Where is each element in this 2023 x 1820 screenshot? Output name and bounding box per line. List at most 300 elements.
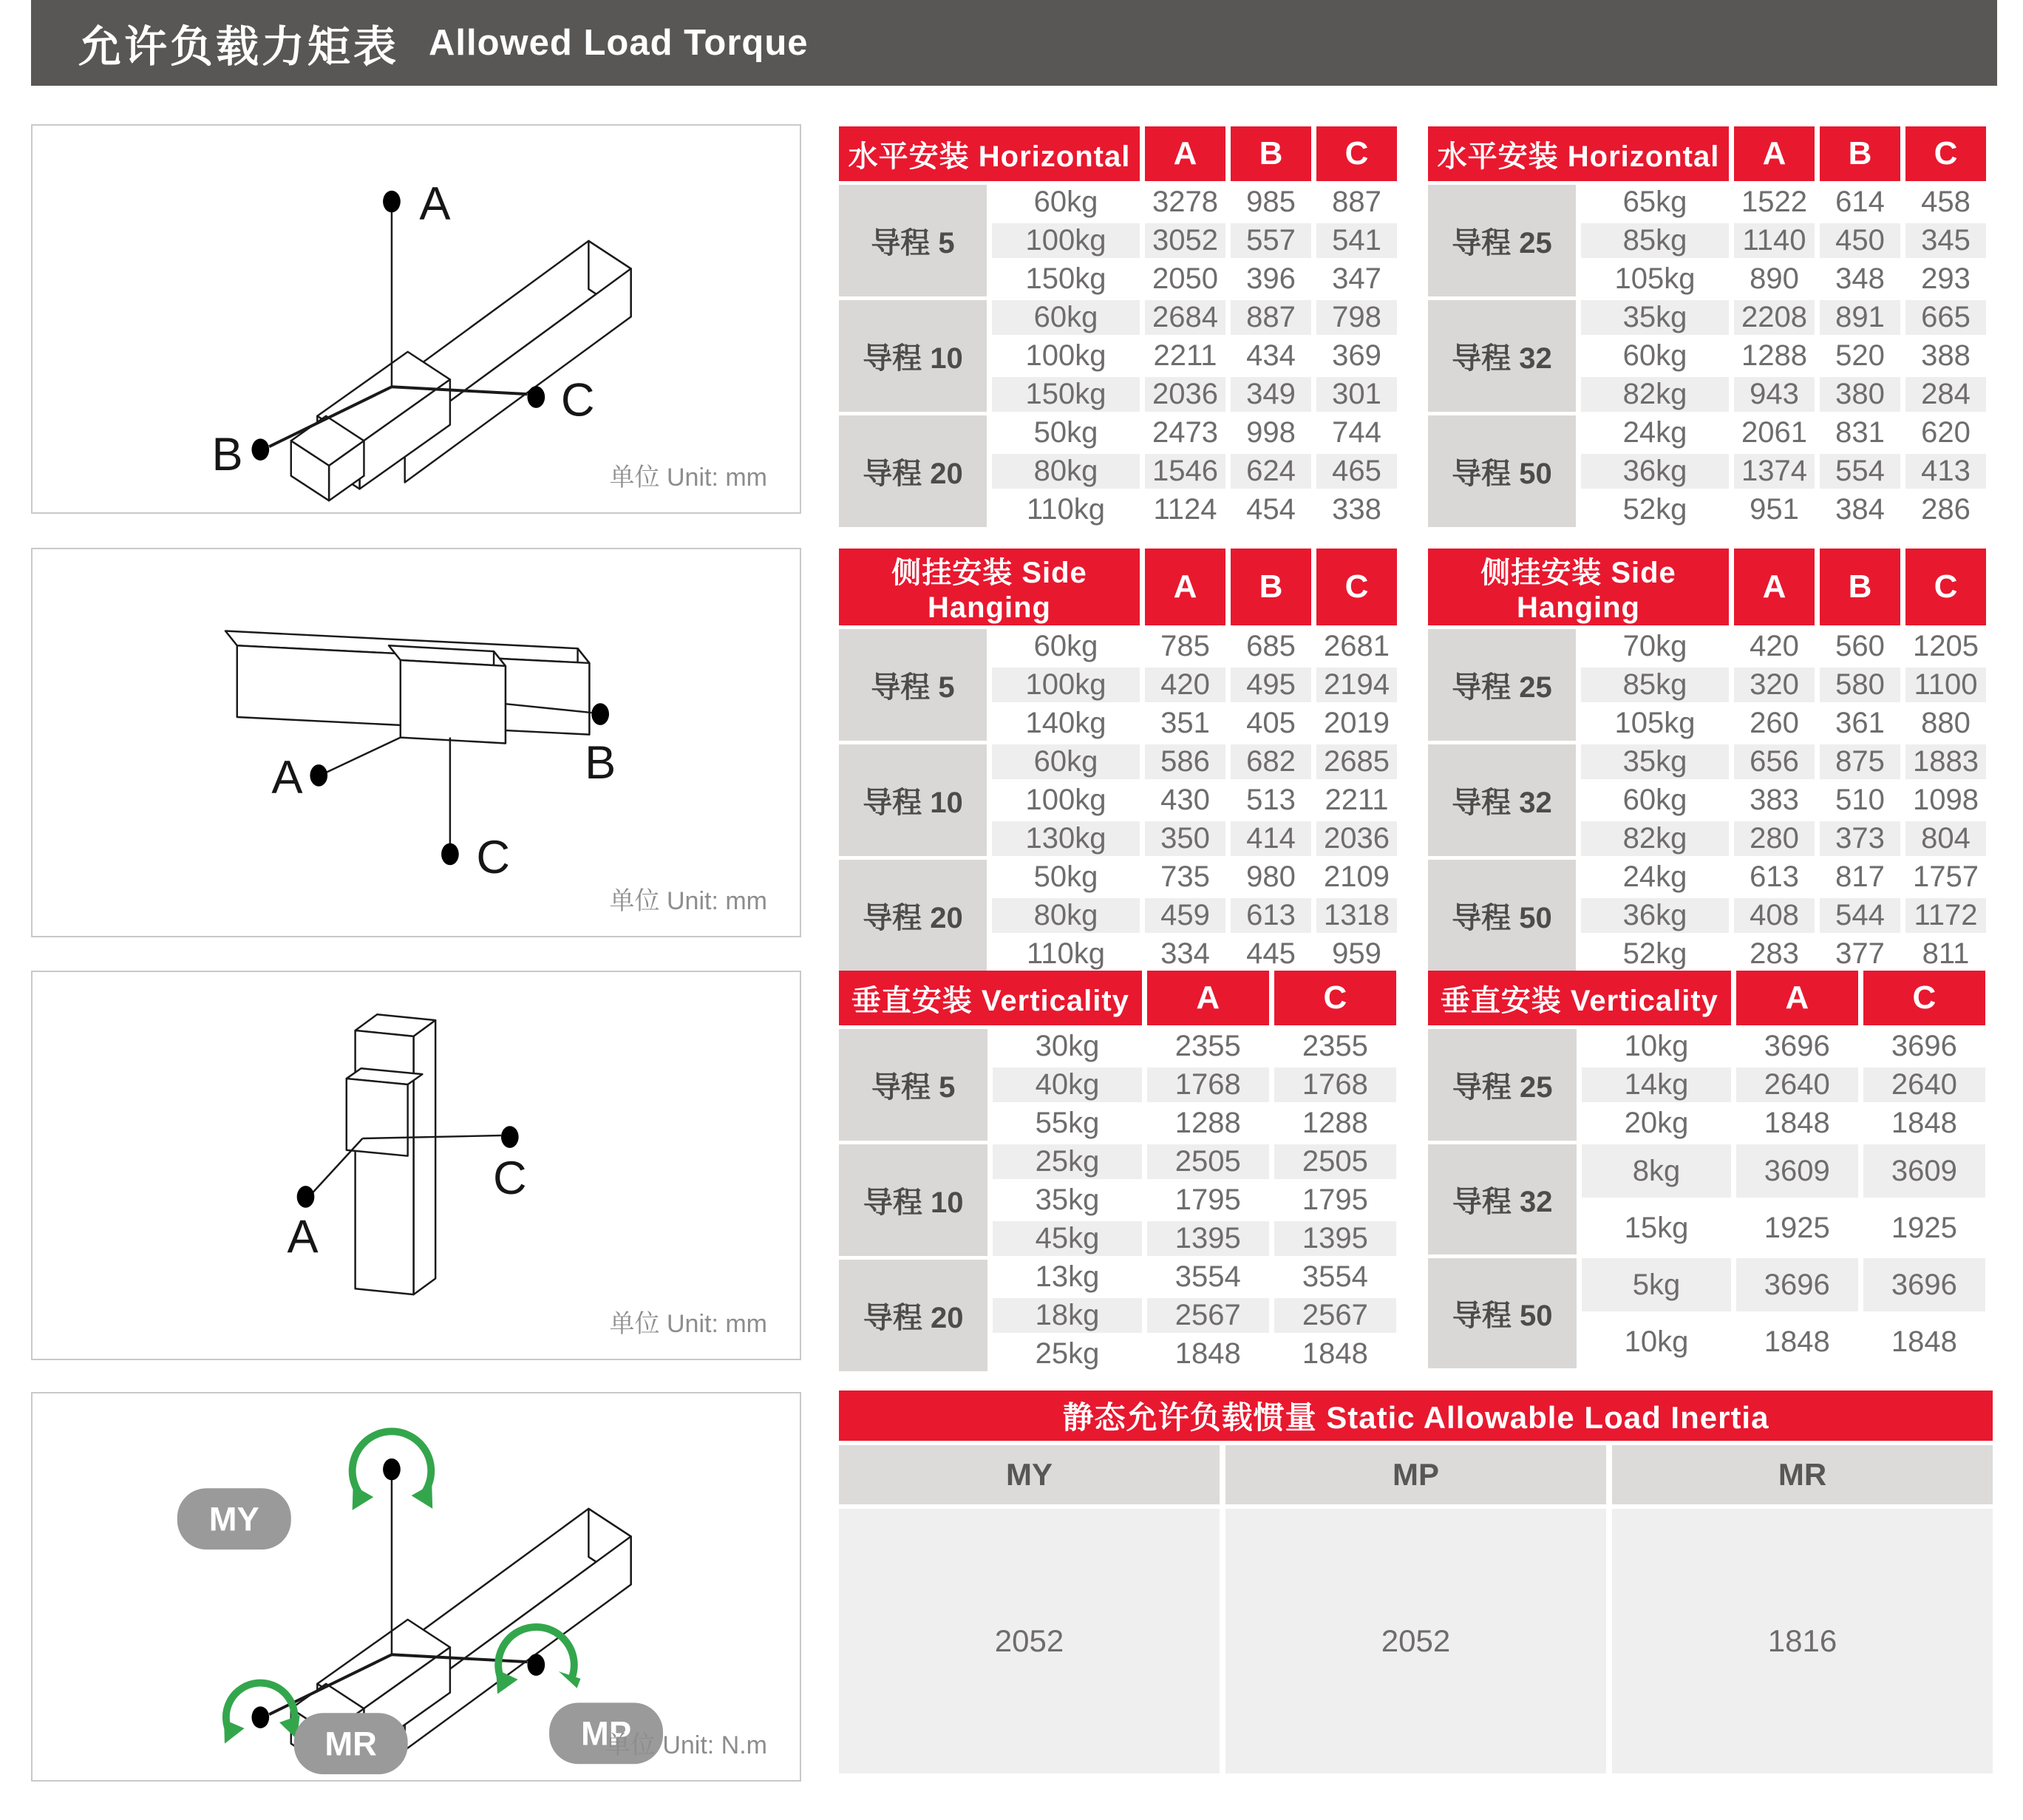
- value-cell: 373: [1820, 821, 1900, 856]
- value-cell: 804: [1905, 821, 1986, 856]
- load-cell: 35kg: [993, 1183, 1141, 1218]
- column-header-b: B: [1820, 549, 1900, 625]
- value-cell: 2061: [1734, 415, 1815, 450]
- value-cell: 1395: [1274, 1221, 1396, 1256]
- inertia-column-mr: MR: [1612, 1445, 1993, 1504]
- load-cell: 80kg: [992, 898, 1140, 933]
- load-cell: 110kg: [992, 937, 1140, 971]
- lead-cell: 导程 50: [1428, 415, 1576, 527]
- load-cell: 52kg: [1581, 937, 1729, 971]
- load-cell: 100kg: [992, 339, 1140, 373]
- value-cell: 557: [1231, 223, 1311, 258]
- load-cell: 82kg: [1581, 821, 1729, 856]
- lead-cell: 导程 50: [1428, 1258, 1577, 1368]
- value-cell: 744: [1316, 415, 1397, 450]
- table-title: 水平安装 Horizontal: [839, 126, 1140, 181]
- value-cell: 1288: [1274, 1106, 1396, 1141]
- value-cell: 1098: [1905, 783, 1986, 818]
- load-cell: 15kg: [1582, 1201, 1730, 1254]
- value-cell: 2208: [1734, 300, 1815, 335]
- value-cell: 1925: [1863, 1201, 1985, 1254]
- load-cell: 25kg: [993, 1337, 1141, 1371]
- value-cell: 1848: [1863, 1315, 1985, 1368]
- value-cell: 3609: [1736, 1144, 1858, 1198]
- axis-c-dot: [441, 843, 459, 866]
- value-cell: 875: [1820, 744, 1900, 779]
- value-cell: 413: [1905, 454, 1986, 489]
- value-cell: 408: [1734, 898, 1815, 933]
- vertical-mounting-drawing: [33, 972, 800, 1359]
- value-cell: 1757: [1905, 860, 1986, 894]
- table-side-hanging-lead-25-50: [1428, 549, 1991, 975]
- carriage-front-face: [347, 1079, 408, 1156]
- value-cell: 890: [1734, 262, 1815, 296]
- load-cell: 10kg: [1582, 1315, 1730, 1368]
- load-torque-table: [1423, 123, 1991, 531]
- column-header-b: B: [1820, 126, 1900, 181]
- lead-cell: 导程 50: [1428, 860, 1576, 971]
- table-header-row: [1428, 126, 1986, 181]
- value-cell: 985: [1231, 185, 1311, 220]
- page-title-en: Allowed Load Torque: [429, 23, 809, 63]
- inertia-title: 静态允许负载惯量 Static Allowable Load Inertia: [839, 1391, 1993, 1441]
- value-cell: 980: [1231, 860, 1311, 894]
- value-cell: 951: [1734, 492, 1815, 527]
- lead-cell: 导程 5: [839, 185, 987, 296]
- value-cell: 1205: [1905, 629, 1986, 664]
- load-cell: 85kg: [1581, 668, 1729, 702]
- column-header-a: A: [1734, 549, 1815, 625]
- lead-cell: 导程 32: [1428, 1144, 1577, 1254]
- page-title-zh: 允许负载力矩表: [78, 23, 400, 71]
- value-cell: 880: [1905, 706, 1986, 741]
- value-cell: 1848: [1147, 1337, 1269, 1371]
- axis-a-label: A: [419, 177, 451, 230]
- table-title: 水平安装 Horizontal: [1428, 126, 1729, 181]
- value-cell: 2473: [1145, 415, 1225, 450]
- table-horizontal-lead-25-50: [1428, 126, 1991, 531]
- value-cell: 1140: [1734, 223, 1815, 258]
- axis-a-dot: [310, 764, 327, 787]
- value-cell: 380: [1820, 377, 1900, 412]
- lead-cell: 导程 10: [839, 744, 987, 856]
- load-cell: 10kg: [1582, 1029, 1730, 1064]
- value-cell: 2211: [1145, 339, 1225, 373]
- value-cell: 2036: [1145, 377, 1225, 412]
- value-cell: 1318: [1316, 898, 1397, 933]
- column-header-a: A: [1734, 126, 1815, 181]
- axis-a-label: A: [287, 1210, 319, 1263]
- value-cell: 434: [1231, 339, 1311, 373]
- load-cell: 45kg: [993, 1221, 1141, 1256]
- value-cell: 2109: [1316, 860, 1397, 894]
- table-row: [839, 300, 1397, 335]
- column-header-a: A: [1736, 971, 1858, 1025]
- value-cell: 3696: [1736, 1029, 1858, 1064]
- title-bar: [31, 0, 1997, 86]
- table-header-row: [839, 126, 1397, 181]
- value-cell: 454: [1231, 492, 1311, 527]
- value-cell: 396: [1231, 262, 1311, 296]
- load-cell: 60kg: [1581, 339, 1729, 373]
- value-cell: 2681: [1316, 629, 1397, 664]
- value-cell: 959: [1316, 937, 1397, 971]
- table-row: [1428, 185, 1986, 220]
- load-cell: 82kg: [1581, 377, 1729, 412]
- table-title: 侧挂安装 Side Hanging: [1428, 549, 1729, 625]
- diagram-moment-axes: [31, 1392, 801, 1782]
- load-torque-table: [1423, 967, 1990, 1372]
- value-cell: 384: [1820, 492, 1900, 527]
- lead-cell: 导程 32: [1428, 744, 1576, 856]
- load-cell: 40kg: [993, 1067, 1141, 1102]
- table-row: [839, 1029, 1396, 1064]
- load-cell: 60kg: [992, 185, 1140, 220]
- value-cell: 1288: [1147, 1106, 1269, 1141]
- value-cell: 2194: [1316, 668, 1397, 702]
- load-torque-table: [834, 123, 1402, 531]
- column-header-c: C: [1905, 126, 1986, 181]
- value-cell: 3696: [1863, 1258, 1985, 1311]
- table-row: [839, 860, 1397, 894]
- load-cell: 18kg: [993, 1298, 1141, 1333]
- value-cell: 1374: [1734, 454, 1815, 489]
- table-header-row: [839, 971, 1396, 1025]
- value-cell: 388: [1905, 339, 1986, 373]
- value-cell: 1522: [1734, 185, 1815, 220]
- value-cell: 1395: [1147, 1221, 1269, 1256]
- table-row: [1428, 300, 1986, 335]
- axis-c-label: C: [476, 832, 511, 884]
- value-cell: 943: [1734, 377, 1815, 412]
- inertia-value: 2052: [839, 1509, 1220, 1773]
- axis-b-dot: [251, 438, 269, 461]
- value-cell: 2684: [1145, 300, 1225, 335]
- table-row: [839, 185, 1397, 220]
- value-cell: 887: [1316, 185, 1397, 220]
- value-cell: 544: [1820, 898, 1900, 933]
- value-cell: 320: [1734, 668, 1815, 702]
- lead-cell: 导程 20: [839, 415, 987, 527]
- table-row: [839, 1144, 1396, 1179]
- value-cell: 1546: [1145, 454, 1225, 489]
- load-cell: 105kg: [1581, 706, 1729, 741]
- value-cell: 293: [1905, 262, 1986, 296]
- load-cell: 20kg: [1582, 1106, 1730, 1141]
- value-cell: 2567: [1147, 1298, 1269, 1333]
- inertia-value: 1816: [1612, 1509, 1993, 1773]
- value-cell: 1768: [1274, 1067, 1396, 1102]
- carriage-front-face: [401, 660, 506, 743]
- axis-c-label: C: [560, 374, 595, 427]
- axis-a-label: A: [271, 751, 303, 804]
- value-cell: 1124: [1145, 492, 1225, 527]
- table-row: [839, 629, 1397, 664]
- diagram-vertical-mounting: [31, 971, 801, 1360]
- table-row: [839, 744, 1397, 779]
- value-cell: 450: [1820, 223, 1900, 258]
- load-cell: 14kg: [1582, 1067, 1730, 1102]
- table-row: [839, 1260, 1396, 1294]
- load-cell: 140kg: [992, 706, 1140, 741]
- value-cell: 1795: [1274, 1183, 1396, 1218]
- value-cell: 430: [1145, 783, 1225, 818]
- value-cell: 2211: [1316, 783, 1397, 818]
- my-arrowhead-right: [412, 1484, 433, 1509]
- value-cell: 614: [1820, 185, 1900, 220]
- value-cell: 586: [1145, 744, 1225, 779]
- value-cell: 420: [1145, 668, 1225, 702]
- load-cell: 110kg: [992, 492, 1140, 527]
- horizontal-mounting-drawing: [33, 126, 800, 512]
- table-vertical-lead-25-50: [1428, 971, 1990, 1372]
- load-cell: 50kg: [992, 860, 1140, 894]
- load-cell: 100kg: [992, 783, 1140, 818]
- value-cell: 1925: [1736, 1201, 1858, 1254]
- value-cell: 656: [1734, 744, 1815, 779]
- lead-cell: 导程 20: [839, 1260, 987, 1371]
- value-cell: 260: [1734, 706, 1815, 741]
- column-header-c: C: [1316, 126, 1397, 181]
- value-cell: 301: [1316, 377, 1397, 412]
- side-hanging-drawing: [33, 549, 800, 936]
- value-cell: 351: [1145, 706, 1225, 741]
- value-cell: 2050: [1145, 262, 1225, 296]
- value-cell: 887: [1231, 300, 1311, 335]
- table-header-row: [1428, 549, 1986, 625]
- unit-label-mm: 单位 Unit: mm: [609, 464, 767, 492]
- value-cell: 560: [1820, 629, 1900, 664]
- value-cell: 2640: [1863, 1067, 1985, 1102]
- load-cell: 70kg: [1581, 629, 1729, 664]
- table-row: [1428, 744, 1986, 779]
- value-cell: 3609: [1863, 1144, 1985, 1198]
- table-side-hanging-lead-5-20: [839, 549, 1402, 975]
- mp-badge-label: MP: [581, 1714, 632, 1753]
- value-cell: 580: [1820, 668, 1900, 702]
- value-cell: 361: [1820, 706, 1900, 741]
- value-cell: 2355: [1147, 1029, 1269, 1064]
- axis-c-dot: [527, 386, 545, 408]
- value-cell: 1768: [1147, 1067, 1269, 1102]
- lead-cell: 导程 5: [839, 629, 987, 741]
- column-header-b: B: [1231, 549, 1311, 625]
- value-cell: 1172: [1905, 898, 1986, 933]
- value-cell: 3554: [1147, 1260, 1269, 1294]
- table-title: 垂直安装 Verticality: [839, 971, 1142, 1025]
- table-title: 垂直安装 Verticality: [1428, 971, 1731, 1025]
- axis-c-label: C: [492, 1152, 527, 1204]
- load-cell: 105kg: [1581, 262, 1729, 296]
- value-cell: 348: [1820, 262, 1900, 296]
- value-cell: 3052: [1145, 223, 1225, 258]
- value-cell: 284: [1905, 377, 1986, 412]
- value-cell: 3554: [1274, 1260, 1396, 1294]
- value-cell: 785: [1145, 629, 1225, 664]
- table-static-load-inertia: [839, 1391, 1999, 1778]
- load-cell: 150kg: [992, 377, 1140, 412]
- value-cell: 283: [1734, 937, 1815, 971]
- column-header-c: C: [1863, 971, 1985, 1025]
- inertia-column-mp: MP: [1225, 1445, 1606, 1504]
- lead-cell: 导程 10: [839, 300, 987, 412]
- lead-cell: 导程 25: [1428, 1029, 1577, 1141]
- linear-actuator-isometric: [251, 191, 630, 500]
- value-cell: 3696: [1863, 1029, 1985, 1064]
- value-cell: 1848: [1274, 1337, 1396, 1371]
- value-cell: 1100: [1905, 668, 1986, 702]
- value-cell: 280: [1734, 821, 1815, 856]
- table-row: [1428, 1029, 1985, 1064]
- column-header-a: A: [1147, 971, 1269, 1025]
- lead-cell: 导程 25: [1428, 185, 1576, 296]
- value-cell: 624: [1231, 454, 1311, 489]
- value-cell: 445: [1231, 937, 1311, 971]
- value-cell: 405: [1231, 706, 1311, 741]
- value-cell: 495: [1231, 668, 1311, 702]
- table-header-row: [839, 549, 1397, 625]
- table-title: 侧挂安装 Side Hanging: [839, 549, 1140, 625]
- unit-label-mm: 单位 Unit: mm: [609, 1310, 767, 1338]
- axis-b-dot: [591, 703, 609, 725]
- load-cell: 130kg: [992, 821, 1140, 856]
- unit-label-nm: 单位 Unit: N.m: [605, 1731, 767, 1759]
- static-inertia-table: [833, 1386, 1999, 1778]
- value-cell: 2567: [1274, 1298, 1396, 1333]
- value-cell: 338: [1316, 492, 1397, 527]
- value-cell: 349: [1231, 377, 1311, 412]
- load-cell: 35kg: [1581, 744, 1729, 779]
- load-torque-table: [1423, 545, 1991, 975]
- load-cell: 35kg: [1581, 300, 1729, 335]
- value-cell: 1795: [1147, 1183, 1269, 1218]
- column-header-c: C: [1274, 971, 1396, 1025]
- axis-a-dot: [383, 191, 401, 213]
- value-cell: 1848: [1736, 1106, 1858, 1141]
- load-cell: 8kg: [1582, 1144, 1730, 1198]
- load-torque-table: [834, 967, 1401, 1375]
- column-header-a: A: [1145, 126, 1225, 181]
- axis-a-line: [326, 738, 401, 773]
- load-cell: 24kg: [1581, 415, 1729, 450]
- load-cell: 150kg: [992, 262, 1140, 296]
- load-cell: 65kg: [1581, 185, 1729, 220]
- value-cell: 458: [1905, 185, 1986, 220]
- value-cell: 420: [1734, 629, 1815, 664]
- table-row: [1428, 629, 1986, 664]
- value-cell: 831: [1820, 415, 1900, 450]
- value-cell: 383: [1734, 783, 1815, 818]
- table-header-row: [1428, 971, 1985, 1025]
- value-cell: 2640: [1736, 1067, 1858, 1102]
- value-cell: 735: [1145, 860, 1225, 894]
- value-cell: 998: [1231, 415, 1311, 450]
- load-cell: 100kg: [992, 223, 1140, 258]
- table-row: [1428, 1144, 1985, 1198]
- column-header-a: A: [1145, 549, 1225, 625]
- table-row: [1428, 860, 1986, 894]
- lead-cell: 导程 25: [1428, 629, 1576, 741]
- value-cell: 2685: [1316, 744, 1397, 779]
- value-cell: 798: [1316, 300, 1397, 335]
- lead-cell: 导程 10: [839, 1144, 987, 1256]
- column-header-c: C: [1905, 549, 1986, 625]
- load-cell: 24kg: [1581, 860, 1729, 894]
- value-cell: 613: [1734, 860, 1815, 894]
- column-header-b: B: [1231, 126, 1311, 181]
- mr-arrowhead-left: [224, 1719, 245, 1744]
- value-cell: 682: [1231, 744, 1311, 779]
- moment-axes-drawing: [33, 1393, 800, 1780]
- value-cell: 2355: [1274, 1029, 1396, 1064]
- inertia-column-my: MY: [839, 1445, 1220, 1504]
- load-cell: 60kg: [992, 744, 1140, 779]
- axis-b-label: B: [585, 736, 616, 789]
- value-cell: 286: [1905, 492, 1986, 527]
- load-cell: 100kg: [992, 668, 1140, 702]
- axis-a-dot: [297, 1186, 315, 1208]
- column-side-face: [414, 1020, 436, 1294]
- axis-b-label: B: [211, 428, 243, 481]
- value-cell: 620: [1905, 415, 1986, 450]
- value-cell: 554: [1820, 454, 1900, 489]
- value-cell: 817: [1820, 860, 1900, 894]
- column-header-c: C: [1316, 549, 1397, 625]
- table-row: [1428, 415, 1986, 450]
- load-cell: 13kg: [993, 1260, 1141, 1294]
- table-row: [1428, 1258, 1985, 1311]
- value-cell: 369: [1316, 339, 1397, 373]
- value-cell: 3278: [1145, 185, 1225, 220]
- value-cell: 350: [1145, 821, 1225, 856]
- value-cell: 2019: [1316, 706, 1397, 741]
- value-cell: 891: [1820, 300, 1900, 335]
- value-cell: 1288: [1734, 339, 1815, 373]
- value-cell: 2505: [1147, 1144, 1269, 1179]
- load-cell: 36kg: [1581, 898, 1729, 933]
- load-cell: 85kg: [1581, 223, 1729, 258]
- value-cell: 613: [1231, 898, 1311, 933]
- my-badge-label: MY: [208, 1500, 259, 1538]
- value-cell: 665: [1905, 300, 1986, 335]
- value-cell: 334: [1145, 937, 1225, 971]
- value-cell: 3696: [1736, 1258, 1858, 1311]
- value-cell: 541: [1316, 223, 1397, 258]
- value-cell: 685: [1231, 629, 1311, 664]
- value-cell: 414: [1231, 821, 1311, 856]
- lead-cell: 导程 20: [839, 860, 987, 971]
- value-cell: 465: [1316, 454, 1397, 489]
- value-cell: 2505: [1274, 1144, 1396, 1179]
- axis-c-dot: [501, 1126, 519, 1148]
- unit-label-mm: 单位 Unit: mm: [609, 887, 767, 915]
- value-cell: 347: [1316, 262, 1397, 296]
- value-cell: 1883: [1905, 744, 1986, 779]
- value-cell: 1848: [1736, 1315, 1858, 1368]
- load-cell: 80kg: [992, 454, 1140, 489]
- load-cell: 60kg: [992, 300, 1140, 335]
- value-cell: 513: [1231, 783, 1311, 818]
- load-cell: 5kg: [1582, 1258, 1730, 1311]
- load-cell: 60kg: [1581, 783, 1729, 818]
- mr-badge-label: MR: [324, 1725, 377, 1763]
- value-cell: 345: [1905, 223, 1986, 258]
- load-cell: 50kg: [992, 415, 1140, 450]
- value-cell: 1848: [1863, 1106, 1985, 1141]
- inertia-value: 2052: [1225, 1509, 1606, 1773]
- table-horizontal-lead-5-20: [839, 126, 1402, 531]
- lead-cell: 导程 32: [1428, 300, 1576, 412]
